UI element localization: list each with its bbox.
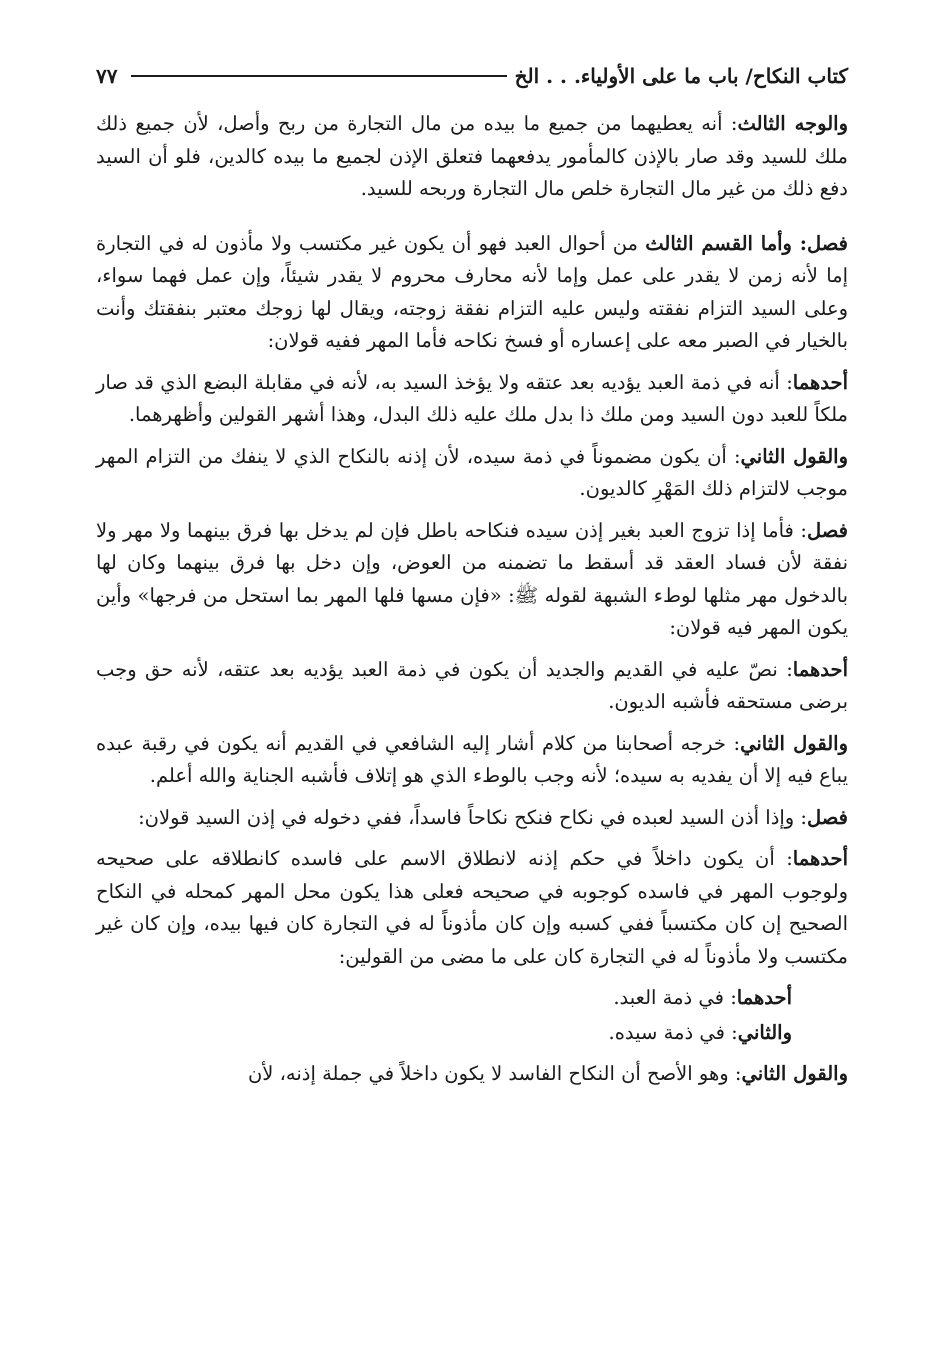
- header-rule: [131, 75, 506, 77]
- paragraph-lead: والقول الثاني: [741, 1062, 848, 1085]
- paragraph: [96, 728, 848, 793]
- paragraph: [96, 1017, 848, 1050]
- paragraph: [96, 654, 848, 719]
- paragraph: [96, 843, 848, 973]
- paragraph: [96, 1058, 848, 1091]
- paragraph-text: من أحوال العبد فهو أن يكون غير مكتسب ولا مأذون له في التجارة إما لأنه زمن لا يقدر على عمل وإما لأنه محارف محروم لا يقدر شيئاً، وإن عمل فهما سواء، وعلى السيد التزام نفقته وليس عليه التزام نفقة زوجته، ويقال لها زوجك معتبر بنفقتك وأنت بالخيار في الصبر معه على إعساره أو فسخ نكاحه فأما المهر ففيه قولان:: [96, 231, 848, 352]
- paragraph-text: : خرجه أصحابنا من كلام أشار إليه الشافعي في القديم أنه يكون في رقبة عبده يباع فيه إلا أن يفديه به سيده؛ لأنه وجب بالوطء الذي هو إتلاف فأشبه الجناية والله أعلم.: [96, 731, 848, 787]
- paragraph-text: : وإذا أذن السيد لعبده في نكاح فنكح نكاحاً فاسداً، ففي دخوله في إذن السيد قولان:: [138, 805, 807, 829]
- paragraph: [96, 982, 848, 1015]
- paragraph: [96, 108, 848, 206]
- header-title: كتاب النكاح/ باب ما على الأولياء. . . الخ: [514, 64, 848, 88]
- paragraph-lead: أحدهما: [792, 370, 848, 394]
- paragraph-lead: والقول الثاني: [740, 731, 848, 755]
- paragraph: [96, 802, 848, 835]
- paragraph-lead: فصل: [807, 518, 848, 542]
- paragraph-lead: فصل: وأما القسم الثالث: [645, 231, 848, 255]
- paragraph-lead: أحدهما: [736, 986, 792, 1009]
- paragraph-lead: أحدهما: [792, 847, 848, 870]
- paragraph: [96, 228, 848, 358]
- paragraph-lead: فصل: [807, 805, 848, 829]
- running-header: [96, 58, 848, 94]
- paragraph-text: : أنه في ذمة العبد يؤديه بعد عتقه ولا يؤخذ السيد به، لأنه في مقابلة البضع الذي قد صار ملكاً للعبد دون السيد ومن ملك ذا بدل ملك عليه ذلك البدل، وهذا أشهر القولين وأظهرهما.: [96, 370, 848, 426]
- paragraph-lead: والقول الثاني: [740, 444, 848, 468]
- paragraph-lead: والثاني: [737, 1020, 792, 1044]
- paragraph-text: : فأما إذا تزوج العبد بغير إذن سيده فنكاحه باطل فإن لم يدخل بها فرق بينهما ولا مهر ولا نفقة لأن فساد العقد قد أسقط ما تضمنه من العوض، وإن دخل بها فرق بينهما وكان لها بالدخول مهر مثلها لوطء الشبهة لقوله ﷺ: «فإن مسها فلها المهر بما استحل من فرجها» وأين يكون المهر فيه قولان:: [96, 518, 848, 639]
- paragraph-text: : أنه يعطيهما من جميع ما بيده من مال التجارة من ربح وأصل، لأن جميع ذلك ملك للسيد وقد صار بالإذن كالمأمور يدفعهما فتعلق الإذن لجميع ما بيده كالدين، فلو أن السيد دفع ذلك من غير مال التجارة خلص مال التجارة وربحه للسيد.: [96, 112, 848, 200]
- page-number: ٧٧: [96, 64, 118, 88]
- paragraph-text: : أن يكون مضموناً في ذمة سيده، لأن إذنه بالنكاح الذي لا ينفك من التزام المهر موجب لالتزام ذلك المَهْرِ كالديون.: [96, 444, 848, 500]
- paragraph-text: : في ذمة سيده.: [608, 1020, 738, 1044]
- paragraph-text: : وهو الأصح أن النكاح الفاسد لا يكون داخلاً في جملة إذنه، لأن: [247, 1062, 742, 1085]
- paragraph-lead: أحدهما: [792, 657, 848, 681]
- paragraph-text: : أن يكون داخلاً في حكم إذنه لانطلاق الاسم على فاسده كانطلاقه على صحيحه ولوجوب المهر في فاسده كوجوبه في صحيحه فعلى هذا يكون محل المهر كمحله في النكاح الصحيح إن كان مكتسباً ففي كسبه وإن كان مأذوناً له في التجارة كان فيها بيده، وإن كان غير مكتسب ولا مأذوناً له في التجارة كان على ما مضى من القولين:: [96, 847, 848, 968]
- paragraph: [96, 515, 848, 645]
- paragraph: [96, 441, 848, 506]
- paragraph: [96, 367, 848, 432]
- paragraph-text: : نصّ عليه في القديم والجديد أن يكون في ذمة العبد يؤديه بعد عتقه، لأنه حق وجب برضى مستحقه فأشبه الديون.: [96, 657, 848, 713]
- paragraph-text: : في ذمة العبد.: [613, 986, 737, 1009]
- paragraph-lead: والوجه الثالث: [737, 112, 849, 135]
- page-body: [96, 108, 848, 1091]
